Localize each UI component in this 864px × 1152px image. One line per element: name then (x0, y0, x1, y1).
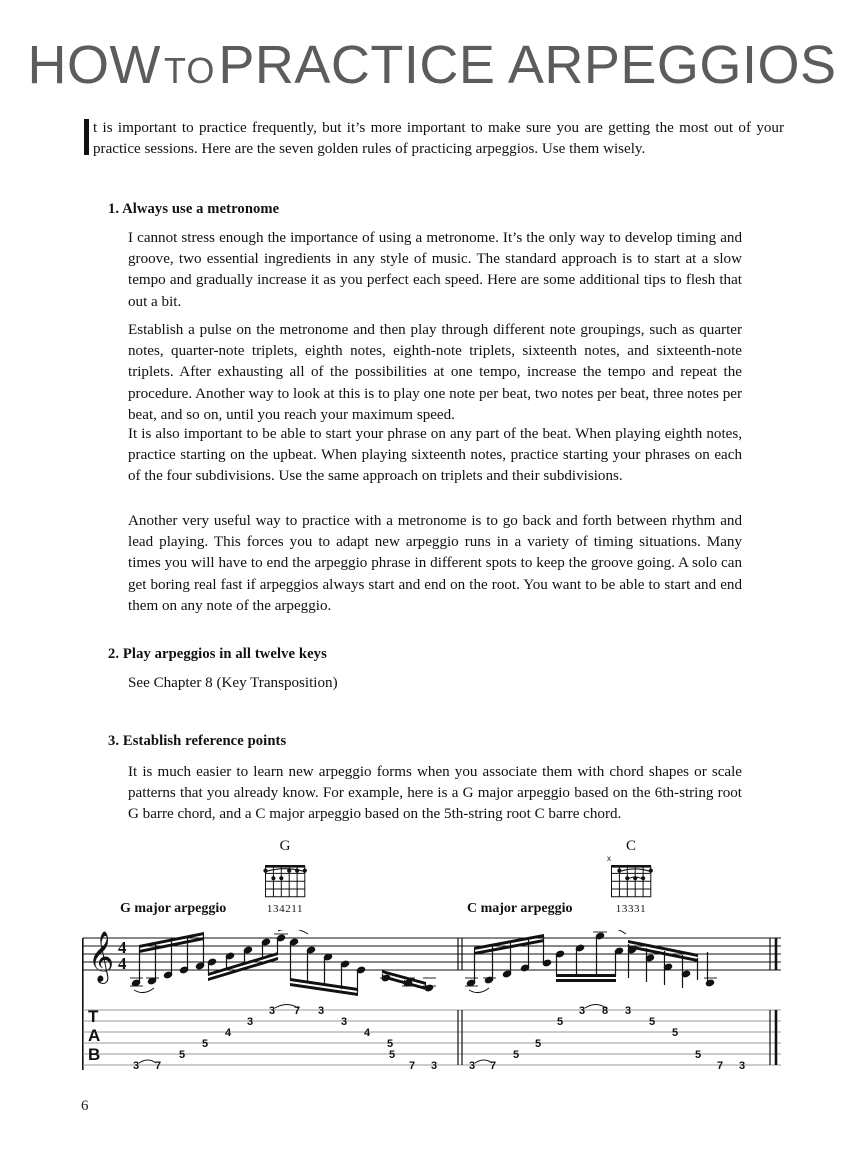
tab-note: 5 (648, 1016, 656, 1028)
tab-note: 3 (268, 1005, 276, 1017)
tab-note: 5 (388, 1049, 396, 1061)
chord-fingering-c: 13331 (615, 903, 647, 915)
tab-note: 3 (430, 1060, 438, 1072)
tab-note: 8 (601, 1005, 609, 1017)
tab-note: 5 (671, 1027, 679, 1039)
tab-letter-a: A (88, 1026, 101, 1045)
tab-note: 5 (386, 1038, 394, 1050)
tab-note: 7 (154, 1060, 162, 1072)
chord-name-c: C (625, 838, 636, 854)
tab-note: 4 (363, 1027, 371, 1039)
tab-note: 3 (246, 1016, 254, 1028)
intro-text: t is important to practice frequently, but it’s more important to make sure you are getting the most out of your practice sessions. Here are the seven golden rules of practicing arpeggios. Use them wisely. (93, 120, 784, 157)
intro-paragraph (84, 118, 784, 160)
tab-note: 7 (489, 1060, 497, 1072)
section-1-paragraph-4: Another very useful way to practice with a metronome is to go back and forth between rhythm and lead playing. This forces you to adapt new arpeggio runs in a variety of timing situations. Many times you will have to end the arpeggio phrase in different spots to keep the groove going. A solo can get boring real fast if arpeggios always start and end on the root. You want to be able to start and end them on any note of the arpeggio. (128, 513, 742, 614)
string-mute-x-icon: x (607, 854, 611, 863)
chord-grid-svg-c (609, 863, 653, 901)
notation-system (82, 930, 782, 1078)
tab-note: 5 (178, 1049, 186, 1061)
section-1-paragraph-1: I cannot stress enough the importance of using a metronome. It’s the only way to develop timing and groove, two essential ingredients in any style of music. The standard approach is to start at a slow tempo and gradually increase it as you perfect each speed. Here are some additional tips to flesh that out a bit. (128, 230, 742, 310)
chord-mute-row-c (596, 855, 666, 863)
tab-note: 7 (716, 1060, 724, 1072)
tab-slur (139, 1060, 156, 1063)
chord-diagram-g (250, 838, 320, 916)
measure-2-notes (465, 930, 717, 993)
tab-note: 3 (624, 1005, 632, 1017)
tab-note: 5 (512, 1049, 520, 1061)
section-2-paragraph-1: See Chapter 8 (Key Transposition) (128, 675, 338, 691)
tab-note: 3 (578, 1005, 586, 1017)
tab-note: 3 (468, 1060, 476, 1072)
chord-grid-c (609, 863, 653, 901)
tab-note: 5 (201, 1038, 209, 1050)
tab-note: 5 (534, 1038, 542, 1050)
chord-fingering-g: 134211 (266, 903, 304, 915)
page-title-part1: HOW (27, 35, 161, 95)
time-signature-bottom: 4 (118, 954, 127, 973)
tab-letter-b: B (88, 1045, 101, 1064)
tab-note: 4 (224, 1027, 232, 1039)
page-title-part2: PRACTICE ARPEGGIOS (218, 35, 837, 95)
tab-measure-1-numbers (133, 1005, 437, 1072)
arpeggio-label-left: G major arpeggio (120, 901, 227, 916)
drop-initial-bar (84, 119, 89, 155)
page-title (0, 34, 864, 96)
section-3-paragraph-1: It is much easier to learn new arpeggio forms when you associate them with chord shapes or scale patterns that you already know. For example, here is a G major arpeggio based on the 6th-string root G barre chord, and a C major arpeggio based on the 5th-string root C barre chord. (128, 764, 742, 823)
section-1-paragraph-2: Establish a pulse on the metronome and then play through different note groupings, such as quarter notes, quarter-note triplets, eighth notes, eighth-note triplets, sixteenth notes, and sixteenth-note triplets. After exhausting all of the possibilities at one tempo, increase the tempo and repeat the procedure. Another way to look at this is to play one note per beat, two notes per beat, three notes per beat, and so on, until you reach your maximum speed. (128, 322, 742, 423)
tab-note: 3 (340, 1016, 348, 1028)
tab-note: 5 (694, 1049, 702, 1061)
page-title-small-to: TO (163, 50, 216, 91)
section-1-paragraph-3: It is also important to be able to start your phrase on any part of the beat. When playing eighth notes, practice starting on the upbeat. When playing sixteenth notes, practice starting your phrases on each of the four subdivisions. Use the same approach on triplets and their subdivisions. (128, 426, 742, 485)
tab-final-barline (770, 1010, 776, 1065)
tab-measure-1-barline (458, 1010, 462, 1065)
treble-clef-icon: 𝄞 (88, 931, 115, 982)
measure-1-notes (130, 930, 436, 996)
time-signature-top: 4 (118, 938, 127, 957)
tab-note: 5 (556, 1016, 564, 1028)
chord-mute-row-g (250, 855, 320, 863)
arpeggio-label-right: C major arpeggio (467, 901, 573, 916)
tab-note: 3 (738, 1060, 746, 1072)
tab-note: 7 (408, 1060, 416, 1072)
section-heading-1: 1. Always use a metronome (108, 201, 280, 217)
tab-note: 7 (293, 1005, 301, 1017)
tab-note: 3 (317, 1005, 325, 1017)
chord-grid-svg-g (263, 863, 307, 901)
chord-grid-g (263, 863, 307, 901)
chord-name-g: G (279, 838, 291, 854)
tab-measure-2-numbers (469, 1005, 745, 1072)
page-number: 6 (81, 1098, 89, 1114)
notation-svg (82, 930, 782, 1078)
tab-note: 3 (132, 1060, 140, 1072)
section-heading-3: 3. Establish reference points (108, 733, 287, 749)
tab-letter-t: T (88, 1007, 99, 1026)
section-heading-2: 2. Play arpeggios in all twelve keys (108, 646, 327, 662)
chord-diagram-c (596, 838, 666, 916)
